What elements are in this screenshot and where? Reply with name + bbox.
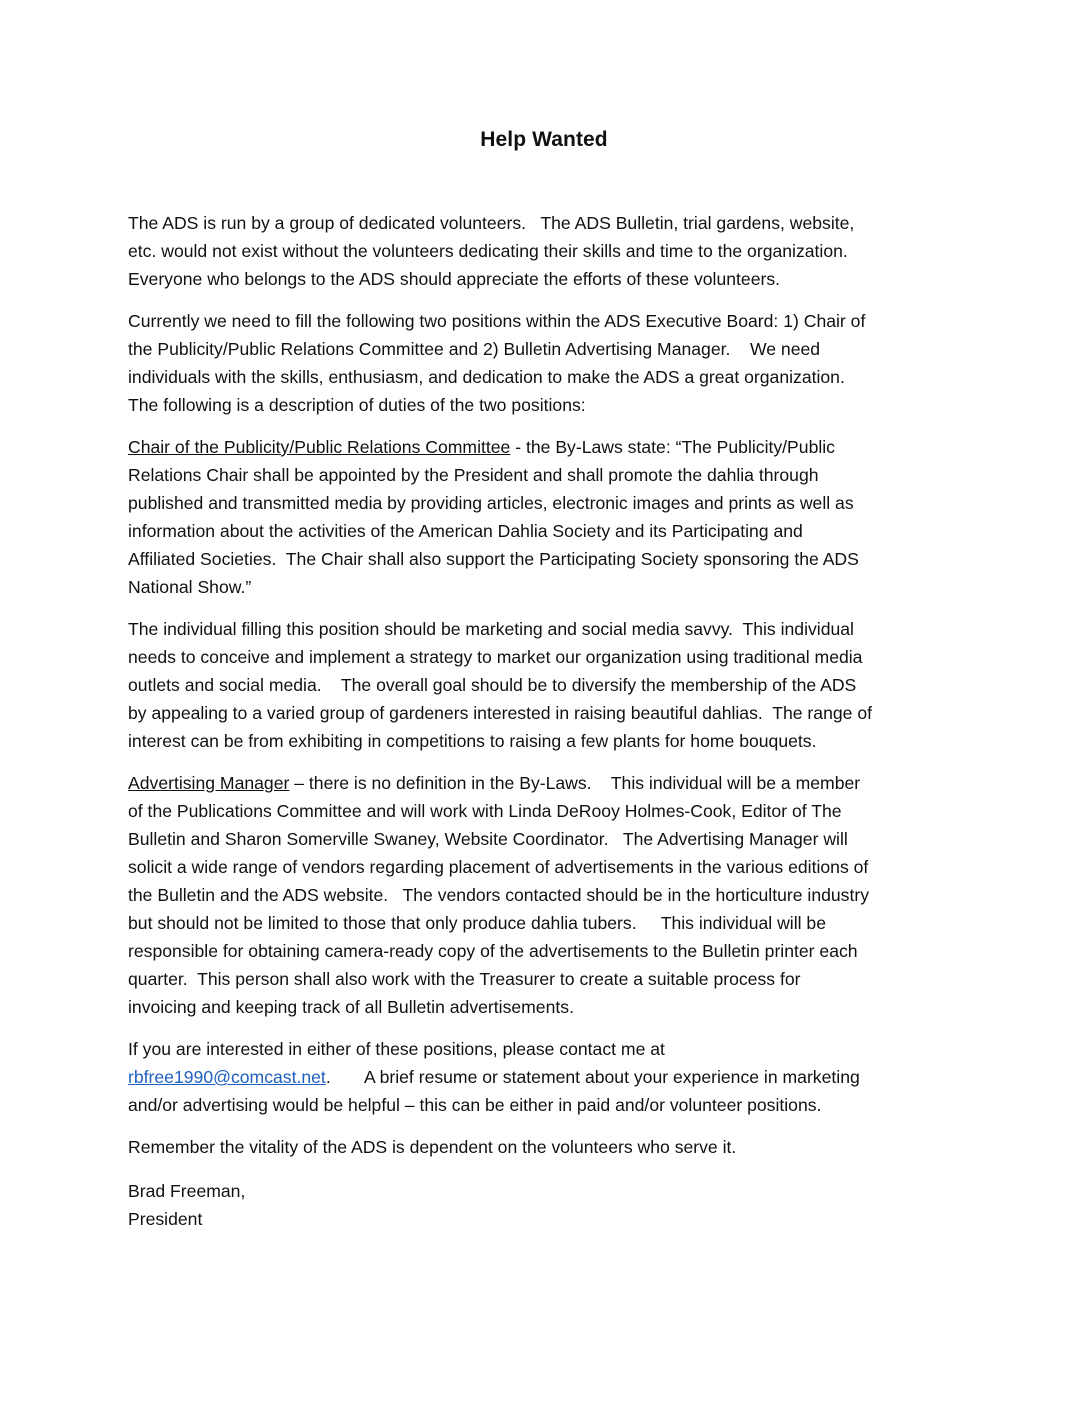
text-line: The ADS is run by a group of dedicated volunteers. The ADS Bulletin, trial gardens, website, — [128, 213, 855, 233]
text-line: by appealing to a varied group of gardeners interested in raising beautiful dahlias. The range of — [128, 703, 872, 723]
text-run: – there is no definition in the By-Laws. This individual will be a member — [289, 773, 861, 793]
text-line: Remember the vitality of the ADS is dependent on the volunteers who serve it. — [128, 1137, 737, 1157]
text-line — [128, 433, 968, 461]
publicity-details-paragraph — [128, 615, 968, 755]
text-line: the Bulletin and the ADS website. The vendors contacted should be in the horticulture industry — [128, 885, 870, 905]
text-line: quarter. This person shall also work with the Treasurer to create a suitable process for — [128, 969, 801, 989]
text-line — [128, 1063, 968, 1091]
positions-paragraph — [128, 307, 968, 419]
text-line: needs to conceive and implement a strategy to market our organization using traditional media — [128, 647, 863, 667]
text-line: information about the activities of the American Dahlia Society and its Participating and — [128, 521, 803, 541]
publicity-chair-heading: Chair of the Publicity/Public Relations Committee — [128, 437, 511, 457]
text-run: - the By-Laws state: “The Publicity/Public — [510, 437, 835, 457]
intro-paragraph — [128, 209, 968, 293]
advertising-manager-paragraph — [128, 769, 968, 1021]
page-title: Help Wanted — [480, 128, 608, 151]
text-line: Bulletin and Sharon Somerville Swaney, Website Coordinator. The Advertising Manager will — [128, 829, 848, 849]
text-run: . A brief resume or statement about your experience in marketing — [325, 1067, 860, 1087]
text-line: invoicing and keeping track of all Bulletin advertisements. — [128, 997, 574, 1017]
text-line: interest can be from exhibiting in competitions to raising a few plants for home bouquets. — [128, 731, 817, 751]
closing-paragraph — [128, 1133, 968, 1161]
signature-name: Brad Freeman, — [128, 1181, 246, 1201]
text-line: etc. would not exist without the volunteers dedicating their skills and time to the organization. — [128, 241, 848, 261]
text-line: individuals with the skills, enthusiasm, and dedication to make the ADS a great organization. — [128, 367, 845, 387]
signature-role: President — [128, 1209, 203, 1229]
text-line: Currently we need to fill the following two positions within the ADS Executive Board: 1) Chair of — [128, 311, 866, 331]
text-line: The following is a description of duties of the two positions: — [128, 395, 586, 415]
text-line: responsible for obtaining camera-ready copy of the advertisements to the Bulletin printer each — [128, 941, 858, 961]
text-line: but should not be limited to those that only produce dahlia tubers. This individual will be — [128, 913, 826, 933]
text-line: outlets and social media. The overall goal should be to diversify the membership of the ADS — [128, 675, 857, 695]
publicity-chair-paragraph — [128, 433, 968, 601]
text-line: Everyone who belongs to the ADS should appreciate the efforts of these volunteers. — [128, 269, 781, 289]
text-line: solicit a wide range of vendors regarding placement of advertisements in the various editions of — [128, 857, 869, 877]
signature-block — [128, 1177, 968, 1233]
text-line: the Publicity/Public Relations Committee and 2) Bulletin Advertising Manager. We need — [128, 339, 821, 359]
text-line: The individual filling this position should be marketing and social media savvy. This individual — [128, 619, 854, 639]
email-link[interactable]: rbfree1990@comcast.net — [128, 1067, 326, 1087]
text-line: National Show.” — [128, 577, 252, 597]
text-line: of the Publications Committee and will work with Linda DeRooy Holmes-Cook, Editor of The — [128, 801, 842, 821]
contact-paragraph — [128, 1035, 968, 1119]
text-line: and/or advertising would be helpful – this can be either in paid and/or volunteer positions. — [128, 1095, 822, 1115]
text-line: Affiliated Societies. The Chair shall also support the Participating Society sponsoring the ADS — [128, 549, 859, 569]
advertising-manager-heading: Advertising Manager — [128, 773, 290, 793]
text-line: If you are interested in either of these positions, please contact me at — [128, 1039, 665, 1059]
text-line: Relations Chair shall be appointed by the President and shall promote the dahlia through — [128, 465, 819, 485]
text-line — [128, 769, 968, 797]
text-line: published and transmitted media by providing articles, electronic images and prints as well as — [128, 493, 854, 513]
document-body — [128, 209, 968, 1233]
